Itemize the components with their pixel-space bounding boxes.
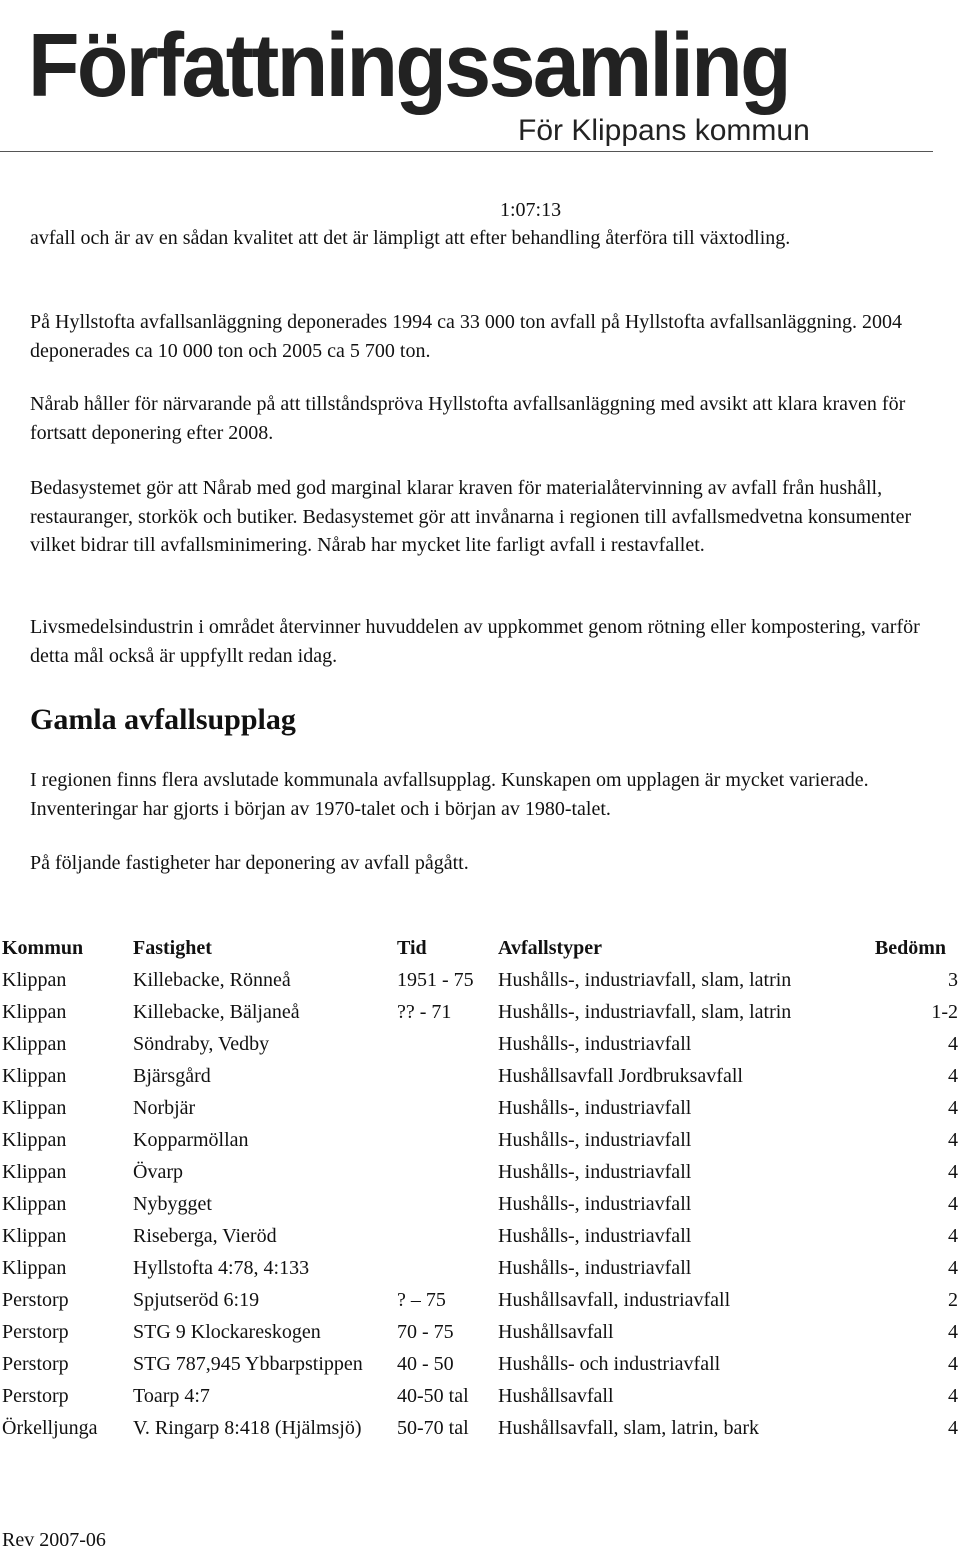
paragraph: Bedasystemet gör att Nårab med god marginal klarar kraven för materialåtervinning av avfall från hushåll, restauranger, storkök och butiker. Bedasystemet gör att invånarna i regionen till avfallsmedvetna konsumenter vilket bidrar till avfallsminimering. Nårab har mycket lite farligt avfall i restavfallet.: [30, 477, 912, 556]
cell-fastighet: Riseberga, Vieröd: [133, 1225, 277, 1247]
cell-avfallstyper: Hushålls-, industriavfall: [498, 1225, 692, 1247]
masthead: [0, 0, 960, 160]
cell-avfallstyper: Hushålls-, industriavfall: [498, 1257, 692, 1279]
header-bedomn: Bedömn: [874, 937, 946, 959]
cell-tid: ? – 75: [397, 1289, 446, 1311]
cell-tid: [397, 1158, 498, 1190]
cell-kommun: Perstorp: [2, 1353, 69, 1375]
cell-bedomn: 4: [948, 1257, 958, 1279]
table-row: [2, 1254, 958, 1286]
cell-bedomn: 4: [948, 1225, 958, 1247]
cell-bedomn: 4: [948, 1097, 958, 1119]
table-row: [2, 966, 958, 998]
cell-tid: [397, 1062, 498, 1094]
table-row: [2, 1158, 958, 1190]
cell-tid: 1951 - 75: [397, 969, 474, 991]
cell-bedomn: 1-2: [931, 1001, 958, 1023]
cell-kommun: Klippan: [2, 1065, 67, 1087]
cell-tid: 40-50 tal: [397, 1385, 469, 1407]
table-row: [2, 1286, 958, 1318]
table-row: [2, 998, 958, 1030]
cell-avfallstyper: Hushålls-, industriavfall: [498, 1193, 692, 1215]
cell-bedomn: 4: [948, 1129, 958, 1151]
cell-tid: ?? - 71: [397, 1001, 452, 1023]
cell-kommun: Klippan: [2, 1161, 67, 1183]
document-number: 1:07:13: [500, 199, 562, 221]
cell-avfallstyper: Hushålls-, industriavfall: [498, 1161, 692, 1183]
cell-kommun: Klippan: [2, 1001, 67, 1023]
cell-bedomn: 4: [948, 1033, 958, 1055]
cell-kommun: Perstorp: [2, 1385, 69, 1407]
header-kommun: Kommun: [2, 937, 84, 959]
table-row: [2, 1318, 958, 1350]
cell-bedomn: 4: [948, 1417, 958, 1439]
paragraph: Nårab håller för närvarande på att tillståndspröva Hyllstofta avfallsanläggning med avsikt att klara kraven för fortsatt deponering efter 2008.: [30, 393, 906, 444]
cell-tid: 70 - 75: [397, 1321, 454, 1343]
cell-bedomn: 4: [948, 1065, 958, 1087]
section-paragraph: På följande fastigheter har deponering av avfall pågått.: [30, 852, 469, 874]
cell-fastighet: Hyllstofta 4:78, 4:133: [133, 1257, 310, 1279]
landfill-table: [2, 934, 958, 1446]
cell-fastighet: V. Ringarp 8:418 (Hjälmsjö): [133, 1417, 362, 1439]
cell-kommun: Klippan: [2, 1033, 67, 1055]
cell-fastighet: Kopparmöllan: [133, 1129, 249, 1151]
section-paragraph: I regionen finns flera avslutade kommunala avfallsupplag. Kunskapen om upplagen är mycket varierade. Inventeringar har gjorts i början av 1970-talet och i början av 1980-talet.: [30, 769, 869, 820]
cell-kommun: Klippan: [2, 1225, 67, 1247]
cell-bedomn: 4: [948, 1161, 958, 1183]
cell-kommun: Klippan: [2, 1129, 67, 1151]
cell-bedomn: 4: [948, 1321, 958, 1343]
cell-tid: [397, 1254, 498, 1286]
cell-tid: [397, 1222, 498, 1254]
cell-avfallstyper: Hushålls- och industriavfall: [498, 1353, 721, 1375]
header-rule: [0, 151, 933, 152]
table-row: [2, 1414, 958, 1446]
cell-fastighet: Spjutseröd 6:19: [133, 1289, 260, 1311]
table-row: [2, 1030, 958, 1062]
cell-fastighet: Övarp: [133, 1161, 183, 1183]
table-row: [2, 1126, 958, 1158]
table-row: [2, 1190, 958, 1222]
cell-fastighet: STG 9 Klockareskogen: [133, 1321, 321, 1343]
cell-kommun: Örkelljunga: [2, 1417, 98, 1439]
cell-tid: [397, 1094, 498, 1126]
masthead-subtitle: För Klippans kommun: [518, 114, 810, 147]
cell-fastighet: Söndraby, Vedby: [133, 1033, 270, 1055]
cell-fastighet: Norbjär: [133, 1097, 196, 1119]
paragraph: Livsmedelsindustrin i området återvinner huvuddelen av uppkommet genom rötning eller kompostering, varför detta mål också är uppfyllt redan idag.: [30, 616, 920, 667]
cell-avfallstyper: Hushålls-, industriavfall: [498, 1033, 692, 1055]
cell-bedomn: 2: [948, 1289, 958, 1311]
cell-tid: 50-70 tal: [397, 1417, 469, 1439]
table-row: [2, 1062, 958, 1094]
cell-fastighet: Killebacke, Rönneå: [133, 969, 291, 991]
cell-avfallstyper: Hushållsavfall: [498, 1321, 614, 1343]
cell-kommun: Klippan: [2, 1257, 67, 1279]
cell-tid: [397, 1030, 498, 1062]
table-row: [2, 1382, 958, 1414]
table-row: [2, 1222, 958, 1254]
cell-kommun: Klippan: [2, 1097, 67, 1119]
cell-tid: [397, 1190, 498, 1222]
cell-bedomn: 4: [948, 1193, 958, 1215]
cell-kommun: Klippan: [2, 1193, 67, 1215]
cell-tid: [397, 1126, 498, 1158]
cell-avfallstyper: Hushållsavfall, industriavfall: [498, 1289, 731, 1311]
header-fastighet: Fastighet: [133, 937, 212, 959]
cell-fastighet: Nybygget: [133, 1193, 212, 1215]
cell-avfallstyper: Hushålls-, industriavfall, slam, latrin: [498, 969, 792, 991]
cell-tid: 40 - 50: [397, 1353, 454, 1375]
cell-avfallstyper: Hushållsavfall, slam, latrin, bark: [498, 1417, 760, 1439]
cell-fastighet: Toarp 4:7: [133, 1385, 210, 1407]
cell-avfallstyper: Hushållsavfall: [498, 1385, 614, 1407]
masthead-title: Författningssamling: [28, 14, 790, 116]
header-avfallstyper: Avfallstyper: [498, 937, 603, 959]
table-header-row: [2, 934, 958, 966]
paragraph: avfall och är av en sådan kvalitet att det är lämpligt att efter behandling återföra till växtodling.: [30, 227, 791, 249]
cell-fastighet: Killebacke, Bäljaneå: [133, 1001, 300, 1023]
cell-bedomn: 4: [948, 1385, 958, 1407]
cell-avfallstyper: Hushålls-, industriavfall, slam, latrin: [498, 1001, 792, 1023]
table-row: [2, 1094, 958, 1126]
cell-avfallstyper: Hushålls-, industriavfall: [498, 1097, 692, 1119]
cell-bedomn: 3: [948, 969, 958, 991]
cell-fastighet: Bjärsgård: [133, 1065, 211, 1087]
cell-avfallstyper: Hushålls-, industriavfall: [498, 1129, 692, 1151]
cell-fastighet: STG 787,945 Ybbarpstippen: [133, 1353, 363, 1375]
table-row: [2, 1350, 958, 1382]
revision-label: Rev 2007-06: [2, 1529, 106, 1551]
cell-avfallstyper: Hushållsavfall Jordbruksavfall: [498, 1065, 743, 1087]
cell-kommun: Klippan: [2, 969, 67, 991]
paragraph: På Hyllstofta avfallsanläggning deponerades 1994 ca 33 000 ton avfall på Hyllstofta avfallsanläggning. 2004 deponerades ca 10 000 ton och 2005 ca 5 700 ton.: [30, 311, 903, 362]
cell-bedomn: 4: [948, 1353, 958, 1375]
section-heading: Gamla avfallsupplag: [30, 703, 296, 736]
cell-kommun: Perstorp: [2, 1289, 69, 1311]
header-tid: Tid: [397, 937, 427, 959]
cell-kommun: Perstorp: [2, 1321, 69, 1343]
